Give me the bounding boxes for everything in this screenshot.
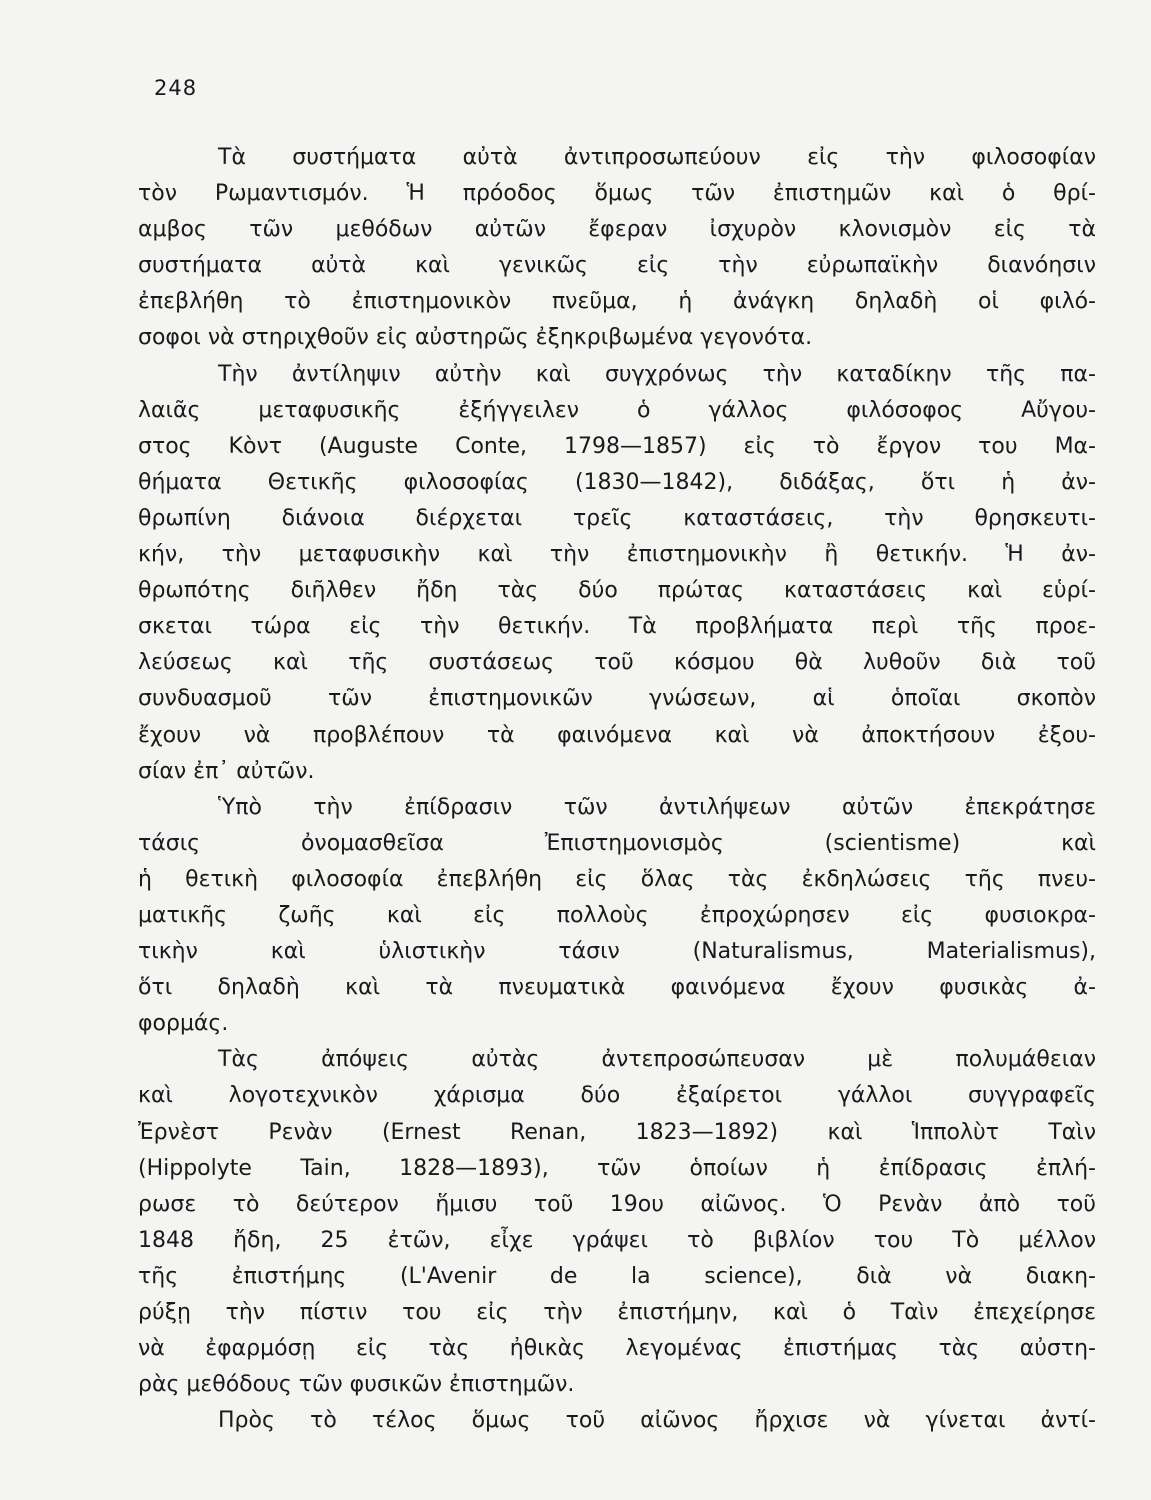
text-line: κήν, τὴν μεταφυσικὴν καὶ τὴν ἐπιστημονικὴν ἢ θετικήν. Ἡ ἀν-	[138, 542, 1096, 568]
text-line: ρύξῃ τὴν πίστιν του εἰς τὴν ἐπιστήμην, καὶ ὁ Ταὶν ἐπεχείρησε	[138, 1300, 1096, 1325]
text-line: θήματα Θετικῆς φιλοσοφίας (1830—1842), διδάξας, ὅτι ἡ ἀν-	[138, 469, 1096, 495]
text-line: λαιᾶς μεταφυσικῆς ἐξήγγειλεν ὁ γάλλος φιλόσοφος Αὔγου-	[138, 397, 1096, 423]
text-line: Πρὸς τὸ τέλος ὅμως τοῦ αἰῶνος ἤρχισε νὰ γίνεται ἀντί-	[218, 1408, 1096, 1434]
text-line: τάσις ὀνομασθεῖσα Ἐπιστημονισμὸς (scientisme) καὶ	[138, 830, 1096, 856]
text-line: Ἐρνὲστ Ρενὰν (Ernest Renan, 1823—1892) καὶ Ἱππολὺτ Ταὶν	[138, 1119, 1096, 1145]
text-line: ὅτι δηλαδὴ καὶ τὰ πνευματικὰ φαινόμενα ἔχουν φυσικὰς ἀ-	[138, 975, 1096, 1001]
body-text	[138, 140, 1096, 1439]
text-line: ἡ θετικὴ φιλοσοφία ἐπεβλήθη εἰς ὅλας τὰς ἐκδηλώσεις τῆς πνευ-	[138, 866, 1096, 892]
text-line: αμβος τῶν μεθόδων αὐτῶν ἔφεραν ἰσχυρὸν κλονισμὸν εἰς τὰ	[138, 217, 1096, 243]
text-line: σοφοι νὰ στηριχθοῦν εἰς αὐστηρῶς ἐξηκριβωμένα γεγονότα.	[138, 325, 813, 351]
text-line: σκεται τώρα εἰς τὴν θετικήν. Τὰ προβλήματα περὶ τῆς προε-	[138, 614, 1096, 640]
text-line: Τὰς ἀπόψεις αὐτὰς ἀντεπροσώπευσαν μὲ πολυμάθειαν	[218, 1047, 1096, 1073]
text-line: 1848 ἤδη, 25 ἐτῶν, εἶχε γράψει τὸ βιβλίον του Τὸ μέλλον	[138, 1227, 1096, 1253]
text-line: ρωσε τὸ δεύτερον ἥμισυ τοῦ 19ου αἰῶνος. Ὁ Ρενὰν ἀπὸ τοῦ	[138, 1191, 1096, 1217]
text-line: νὰ ἐφαρμόσῃ εἰς τὰς ἠθικὰς λεγομένας ἐπιστήμας τὰς αὐστη-	[138, 1336, 1096, 1362]
text-line: λεύσεως καὶ τῆς συστάσεως τοῦ κόσμου θὰ λυθοῦν διὰ τοῦ	[138, 650, 1096, 676]
text-line: (Hippolyte Tain, 1828—1893), τῶν ὁποίων ἡ ἐπίδρασις ἐπλή-	[138, 1155, 1096, 1181]
text-line: φορμάς.	[138, 1011, 229, 1037]
text-line: θρωπότης διῆλθεν ἤδη τὰς δύο πρώτας καταστάσεις καὶ εὑρί-	[138, 578, 1096, 604]
text-line: στος Κὸντ (Auguste Conte, 1798—1857) εἰς τὸ ἔργον του Μα-	[138, 433, 1096, 459]
text-line: Ὑπὸ τὴν ἐπίδρασιν τῶν ἀντιλήψεων αὐτῶν ἐπεκράτησε	[218, 794, 1096, 820]
text-line: ρὰς μεθόδους τῶν φυσικῶν ἐπιστημῶν.	[138, 1372, 575, 1398]
text-line: θρωπίνη διάνοια διέρχεται τρεῖς καταστάσεις, τὴν θρησκευτι-	[138, 505, 1096, 531]
page-number: 248	[154, 76, 198, 100]
text-line: Τὰ συστήματα αὐτὰ ἀντιπροσωπεύουν εἰς τὴν φιλοσοφίαν	[218, 145, 1096, 170]
text-line: καὶ λογοτεχνικὸν χάρισμα δύο ἐξαίρετοι γάλλοι συγγραφεῖς	[138, 1083, 1096, 1109]
text-line: τικὴν καὶ ὑλιστικὴν τάσιν (Naturalismus, Materialismus),	[138, 939, 1096, 965]
text-line: τῆς ἐπιστήμης (L'Avenir de la science), διὰ νὰ διακη-	[138, 1263, 1096, 1289]
text-line: ἐπεβλήθη τὸ ἐπιστημονικὸν πνεῦμα, ἡ ἀνάγκη δηλαδὴ οἱ φιλό-	[138, 289, 1096, 315]
text-line: ἔχουν νὰ προβλέπουν τὰ φαινόμενα καὶ νὰ ἀποκτήσουν ἐξου-	[138, 722, 1096, 748]
text-line: συστήματα αὐτὰ καὶ γενικῶς εἰς τὴν εὐρωπαϊκὴν διανόησιν	[138, 253, 1096, 279]
text-line: σίαν ἐπ᾽ αὐτῶν.	[138, 758, 315, 784]
text-line: ματικῆς ζωῆς καὶ εἰς πολλοὺς ἐπροχώρησεν εἰς φυσιοκρα-	[138, 902, 1096, 928]
text-line: τὸν Ρωμαντισμόν. Ἡ πρόοδος ὅμως τῶν ἐπιστημῶν καὶ ὁ θρί-	[138, 181, 1096, 207]
text-line: Τὴν ἀντίληψιν αὐτὴν καὶ συγχρόνως τὴν καταδίκην τῆς πα-	[218, 361, 1096, 387]
text-line: συνδυασμοῦ τῶν ἐπιστημονικῶν γνώσεων, αἱ ὁποῖαι σκοπὸν	[138, 686, 1096, 712]
